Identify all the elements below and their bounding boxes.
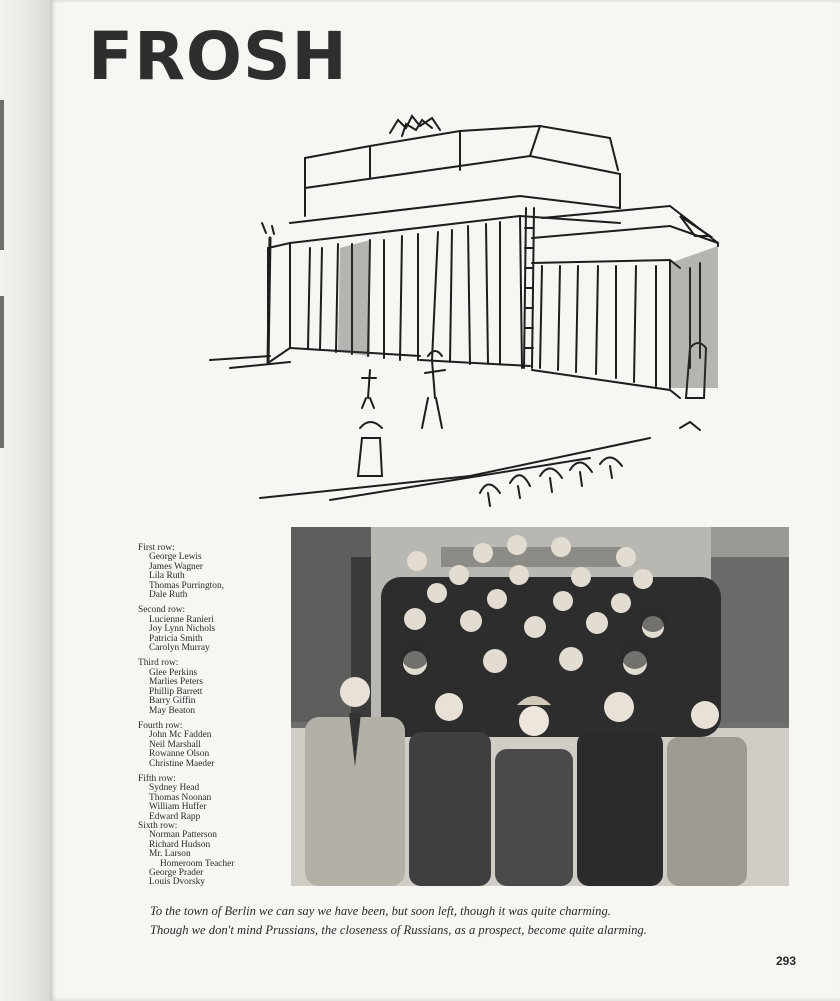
student-name: Mr. Larson	[149, 849, 191, 860]
student-name: Marlies Peters	[149, 677, 203, 688]
facing-page-mark	[0, 100, 4, 250]
yearbook-page	[50, 0, 840, 1001]
row-heading: Second row:	[138, 605, 186, 616]
row-heading: Sixth row:	[138, 820, 178, 831]
student-name: William Huffer	[149, 802, 207, 813]
caption-line: Though we don't mind Prussians, the closeness of Russians, as a prospect, become quite alarming.	[150, 923, 647, 937]
student-name: Christine Maeder	[149, 758, 215, 769]
student-name: May Beaton	[149, 705, 196, 716]
row-heading: Fifth row:	[138, 773, 176, 784]
student-name: Patricia Smith	[149, 633, 203, 644]
class-photo	[291, 527, 789, 886]
page-title: FROSH	[88, 18, 348, 95]
teacher-title: Homeroom Teacher	[160, 858, 235, 869]
student-name: Lucienne Ranieri	[149, 614, 214, 625]
student-name: Thomas Purrington,	[149, 580, 224, 591]
page-number: 293	[776, 954, 797, 968]
student-name: Glee Perkins	[149, 667, 198, 678]
student-name: Edward Rapp	[149, 811, 201, 822]
student-name: Neil Marshall	[149, 739, 201, 750]
caption-line: To the town of Berlin we can say we have been, but soon left, though it was quite charming.	[150, 904, 611, 918]
facing-page-mark	[0, 296, 4, 448]
student-name: George Prader	[149, 868, 204, 878]
student-name: Lila Ruth	[149, 571, 185, 582]
student-name: Phillip Barrett	[149, 686, 203, 697]
student-name: Barry Giffin	[149, 696, 196, 707]
student-name: Norman Patterson	[149, 830, 217, 841]
student-name: Louis Dvorsky	[149, 877, 205, 888]
student-name: Sydney Head	[149, 783, 200, 794]
student-name: Dale Ruth	[149, 590, 188, 601]
student-name: Thomas Noonan	[149, 792, 212, 803]
student-name: Carolyn Murray	[149, 643, 210, 654]
student-name: Rowanne Olson	[149, 749, 210, 760]
student-name: Richard Hudson	[149, 839, 211, 850]
row-heading: Third row:	[138, 658, 179, 669]
student-name: James Wagner	[149, 561, 204, 572]
student-name: George Lewis	[149, 552, 202, 563]
photo-caption	[150, 902, 790, 940]
row-heading: Fourth row:	[138, 720, 183, 731]
facing-page-edge	[0, 0, 50, 1001]
student-name: Joy Lynn Nichols	[149, 624, 216, 635]
building-sketch	[170, 98, 730, 518]
row-heading: First row:	[138, 543, 175, 553]
student-name: John Mc Fadden	[149, 730, 212, 741]
